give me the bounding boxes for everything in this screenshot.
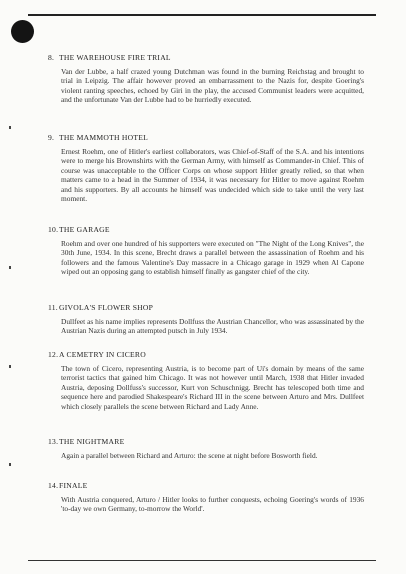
margin-mark (9, 365, 11, 368)
section-text: With Austria conquered, Arturo / Hitler looks to further conquests, echoing Goering's words of 1936 'to-day we own Germany, to-morrow the World'. (61, 495, 364, 514)
bottom-rule (28, 560, 376, 561)
section-heading (48, 481, 364, 491)
section-title: THE MAMMOTH HOTEL (59, 133, 149, 142)
section-heading (48, 53, 364, 63)
section-number: 8. (48, 53, 55, 62)
punch-hole (11, 20, 34, 43)
section-mammoth-hotel (48, 133, 364, 204)
section-title: THE GARAGE (59, 225, 110, 234)
section-text: Van der Lubbe, a half crazed young Dutchman was found in the burning Reichstag and brought to trial in Leipzig. The affair however proved an embarrassment to the Nazis for, despite Goering's violent ranting speeches, echoed by Giri in the play, the accused Communist leaders were acquitted, and the unfortunate Van der Lubbe had to be hurriedly executed. (61, 67, 364, 105)
section-number: 14. (48, 481, 59, 490)
section-text: Roehm and over one hundred of his supporters were executed on "The Night of the Long Knives", the 30th June, 1934. In this scene, Brecht draws a parallel between the assassination of Roehm and his followers and the famous Valentine's Day massacre in a Chicago garage in 1929 when Al Capone wiped out an opposing gang to establish himself finally as gangster chief of the city. (61, 239, 364, 277)
section-title: A CEMETRY IN CICERO (59, 350, 146, 359)
margin-mark (9, 463, 11, 466)
section-heading (48, 225, 364, 235)
section-the-garage (48, 225, 364, 277)
section-number: 10. (48, 225, 59, 234)
section-number: 11. (48, 303, 58, 312)
section-title: THE NIGHTMARE (59, 437, 125, 446)
section-finale (48, 481, 364, 514)
margin-mark (9, 266, 11, 269)
section-number: 9. (48, 133, 55, 142)
section-heading (48, 303, 364, 313)
section-warehouse-fire-trial (48, 53, 364, 105)
section-title: GIVOLA'S FLOWER SHOP (59, 303, 154, 312)
section-text: The town of Cicero, representing Austria, is to become part of Ui's domain by means of the same terrorist tactics that gained him Chicago. It was not however until March, 1938 that Hitler invaded Austria, deposing Dollfuss's successor, Kurt von Schuschnigg. Brecht has telescoped both time and sequence here and parodied Shakespeare's Richard III in the scene between Arturo and Mrs. Dullfeet which closely parallels the scene between Richard and Lady Anne. (61, 364, 364, 411)
section-text: Again a parallel between Richard and Arturo: the scene at night before Bosworth field. (61, 451, 318, 460)
section-heading (48, 350, 364, 360)
section-givolas-flower-shop (48, 303, 364, 336)
section-number: 12. (48, 350, 59, 359)
section-number: 13. (48, 437, 59, 446)
section-the-nightmare (48, 437, 364, 460)
margin-mark (9, 126, 11, 129)
section-heading (48, 437, 364, 447)
section-heading (48, 133, 364, 143)
top-rule (28, 14, 376, 16)
section-title: THE WAREHOUSE FIRE TRIAL (59, 53, 171, 62)
section-title: FINALE (59, 481, 88, 490)
section-cemetry-in-cicero (48, 350, 364, 411)
section-text: Dullfeet as his name implies represents Dollfuss the Austrian Chancellor, who was assassinated by the Austrian Nazis during an attempted putsch in July 1934. (61, 317, 364, 336)
section-text: Ernest Roehm, one of Hitler's earliest collaborators, was Chief-of-Staff of the S.A. and his intentions were to merge his Brownshirts with the German Army, with himself as Commander-in Chief. This of course was unacceptable to the Officer Corps on whose support Hitler greatly relied, so that when matters came to a head in the Summer of 1934, it was necessary for Hitler to move against Roehm and his supporters. By all accounts he himself was undecided which side to take until the very last moment. (61, 147, 364, 204)
